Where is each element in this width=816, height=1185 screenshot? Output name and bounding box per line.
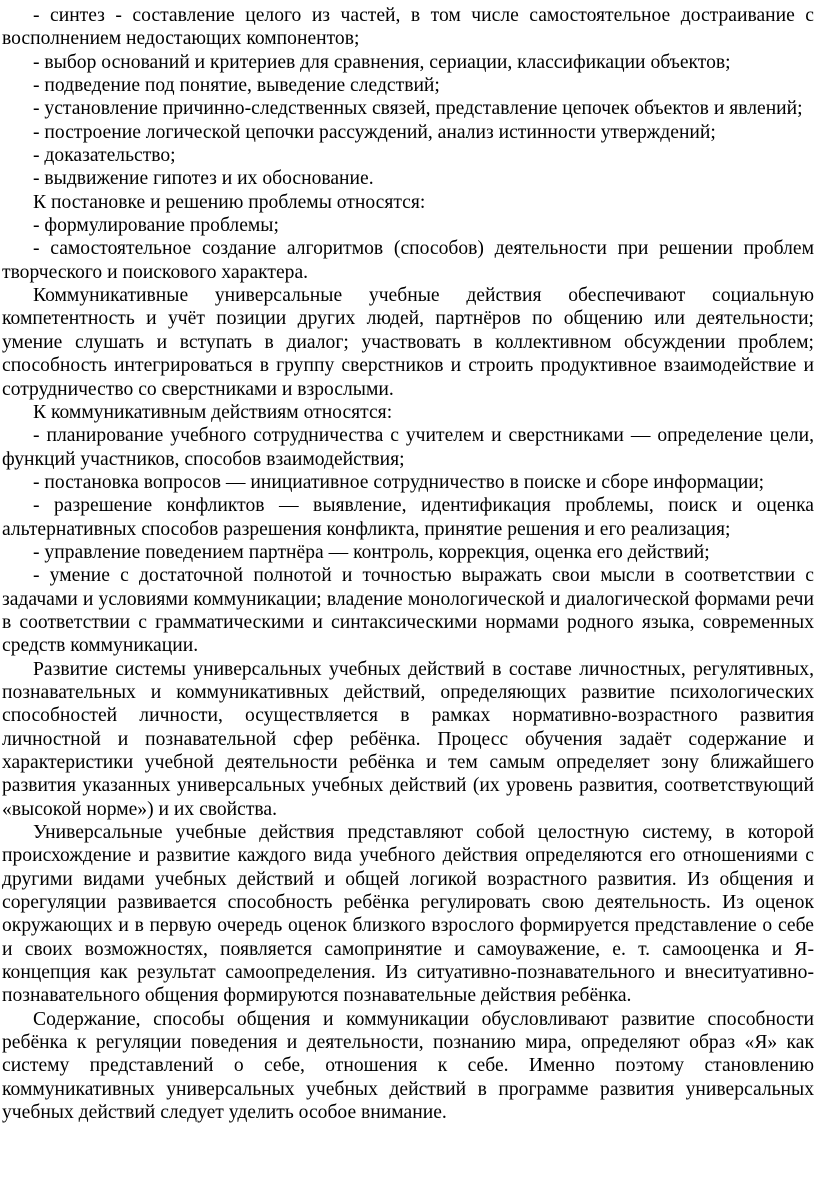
paragraph-causality: - установление причинно-следственных связей, представление цепочек объектов и явлений;: [33, 98, 803, 120]
paragraph-communicative-intro: Коммуникативные универсальные учебные действия обеспечивают социальную компетентность и учёт позиции других людей, партнёров по общению или деятельности; умение слушать и вступать в диалог; участвовать в коллективном обсуждении проблем; способность интегрироваться в группу сверстников и строить продуктивное взаимодействие и сотрудничество со сверстниками и взрослыми.: [2, 285, 814, 400]
paragraph-conflicts: - разрешение конфликтов — выявление, идентификация проблемы, поиск и оценка альтернативных способов разрешения конфликта, принятие решения и его реализация;: [2, 495, 814, 540]
paragraph-conclusion: Содержание, способы общения и коммуникации обусловливают развитие способности ребёнка к регуляции поведения и деятельности, познанию мира, определяют образ «Я» как систему представлений о себе, отношения к себе. Именно поэтому становлению коммуникативных универсальных учебных действий в программе развития универсальных учебных действий следует уделить особое внимание.: [2, 1008, 814, 1124]
paragraph-development: Развитие системы универсальных учебных действий в составе личностных, регулятивных, познавательных и коммуникативных действий, определяющих развитие психологических способностей личности, осуществляется в рамках нормативно-возрастного развития личностной и познавательной сфер ребёнка. Процесс обучения задаёт содержание и характеристики учебной деятельности ребёнка и тем самым определяет зону ближайшего развития указанных универсальных учебных действий (их уровень развития, соответствующий «высокой норме») и их свойства.: [2, 658, 814, 820]
paragraph-system: Универсальные учебные действия представляют собой целостную систему, в которой происхождение и развитие каждого вида учебного действия определяются его отношениями с другими видами учебных действий и общей логикой возрастного развития. Из общения и сорегуляции развивается способность ребёнка регулировать свою деятельность. Из оценок окружающих и в первую очередь оценок близкого взрослого формируется представление о себе и своих возможностях, появляется самопринятие и самоуважение, е. т. самооценка и Я-концепция как результат самоопределения. Из ситуативно-познавательного и внеситуативно-познавательного общения формируются познавательные действия ребёнка.: [2, 822, 814, 1007]
paragraph-concepts: - подведение под понятие, выведение следствий;: [33, 75, 440, 97]
paragraph-partner-control: - управление поведением партнёра — контроль, коррекция, оценка его действий;: [33, 541, 710, 563]
paragraph-problem-formulation: - формулирование проблемы;: [33, 215, 279, 237]
paragraph-questions: - постановка вопросов — инициативное сотрудничество в поиске и сборе информации;: [33, 471, 765, 493]
paragraph-communicative-heading: К коммуникативным действиям относятся:: [33, 401, 393, 423]
paragraph-planning: - планирование учебного сотрудничества с учителем и сверстниками — определение цели, функций участников, способов взаимодействия;: [2, 425, 814, 470]
paragraph-synthesis: - синтез - составление целого из частей, в том числе самостоятельное достраивание с восполнением недостающих компонентов;: [2, 5, 814, 50]
paragraph-hypotheses: - выдвижение гипотез и их обоснование.: [33, 168, 374, 190]
paragraph-expression: - умение с достаточной полнотой и точностью выражать свои мысли в соответствии с задачами и условиями коммуникации; владение монологической и диалогической формами речи в соответствии с грамматическими и синтаксическими нормами родного языка, современных средств коммуникации.: [2, 565, 814, 657]
paragraph-logic-chain: - построение логической цепочки рассуждений, анализ истинности утверждений;: [33, 121, 716, 143]
paragraph-proof: - доказательство;: [33, 145, 176, 167]
paragraph-criteria: - выбор оснований и критериев для сравнения, сериации, классификации объектов;: [33, 51, 731, 73]
paragraph-algorithms: - самостоятельное создание алгоритмов (способов) деятельности при решении проблем творческого и поискового характера.: [2, 238, 814, 283]
paragraph-problem-heading: К постановке и решению проблемы относятся:: [33, 191, 426, 213]
